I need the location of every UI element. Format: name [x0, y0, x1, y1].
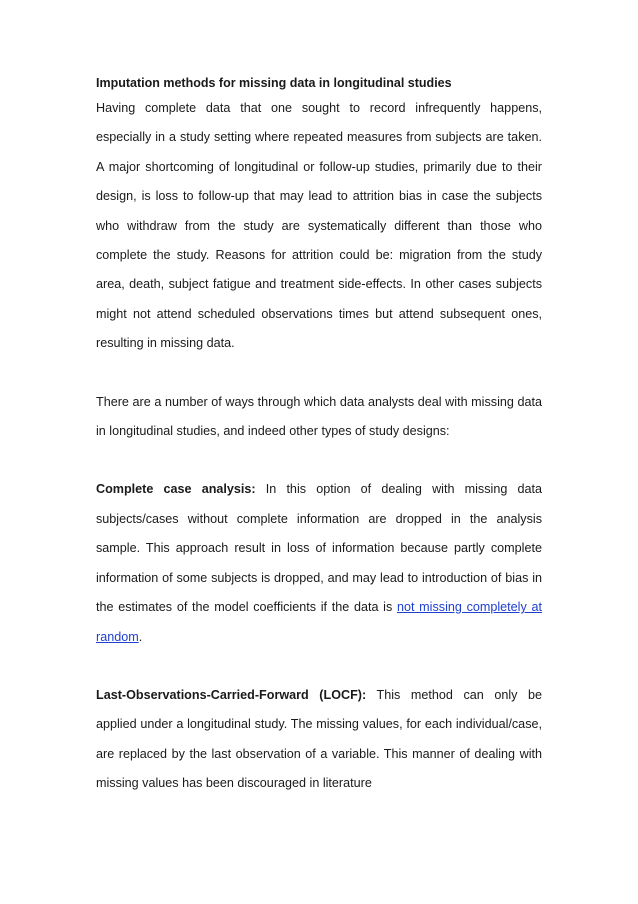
ways-paragraph: There are a number of ways through which data analysts deal with missing data in longitudinal studies, and indeed other types of study designs:	[96, 394, 542, 439]
complete-case-paragraph	[96, 475, 542, 651]
section-heading: Imputation methods for missing data in longitudinal studies	[96, 76, 452, 90]
paragraph-gap	[96, 359, 542, 388]
document-page	[96, 72, 542, 799]
complete-case-text: In this option of dealing with missing data subjects/cases without complete information are dropped in the analysis sample. This approach result in loss of information because partly complete information of some subjects is dropped, and may lead to introduction of bias in the estimates of the model coefficients if the data is	[96, 482, 542, 615]
locf-term: Last-Observations-Carried-Forward (LOCF):	[96, 687, 367, 702]
locf-text: This method can only be applied under a longitudinal study. The missing values, for each individual/case, are replaced by the last observation of a variable. This manner of dealing with missing values has been discouraged in literature	[96, 687, 542, 791]
complete-case-term: Complete case analysis:	[96, 482, 256, 497]
paragraph-gap	[96, 652, 542, 681]
locf-paragraph	[96, 681, 542, 799]
mcar-link[interactable]: not missing completely at random	[96, 600, 542, 644]
complete-case-end: .	[138, 629, 143, 644]
paragraph-gap	[96, 446, 542, 475]
intro-paragraph: Having complete data that one sought to record infrequently happens, especially in a study setting where repeated measures from subjects are taken. A major shortcoming of longitudinal or follow-up studies, primarily due to their design, is loss to follow-up that may lead to attrition bias in case the subjects who withdraw from the study are systematically different than those who complete the study. Reasons for attrition could be: migration from the study area, death, subject fatigue and treatment side-effects. In other cases subjects might not attend scheduled observations times but attend subsequent ones, resulting in missing data.	[96, 101, 542, 351]
